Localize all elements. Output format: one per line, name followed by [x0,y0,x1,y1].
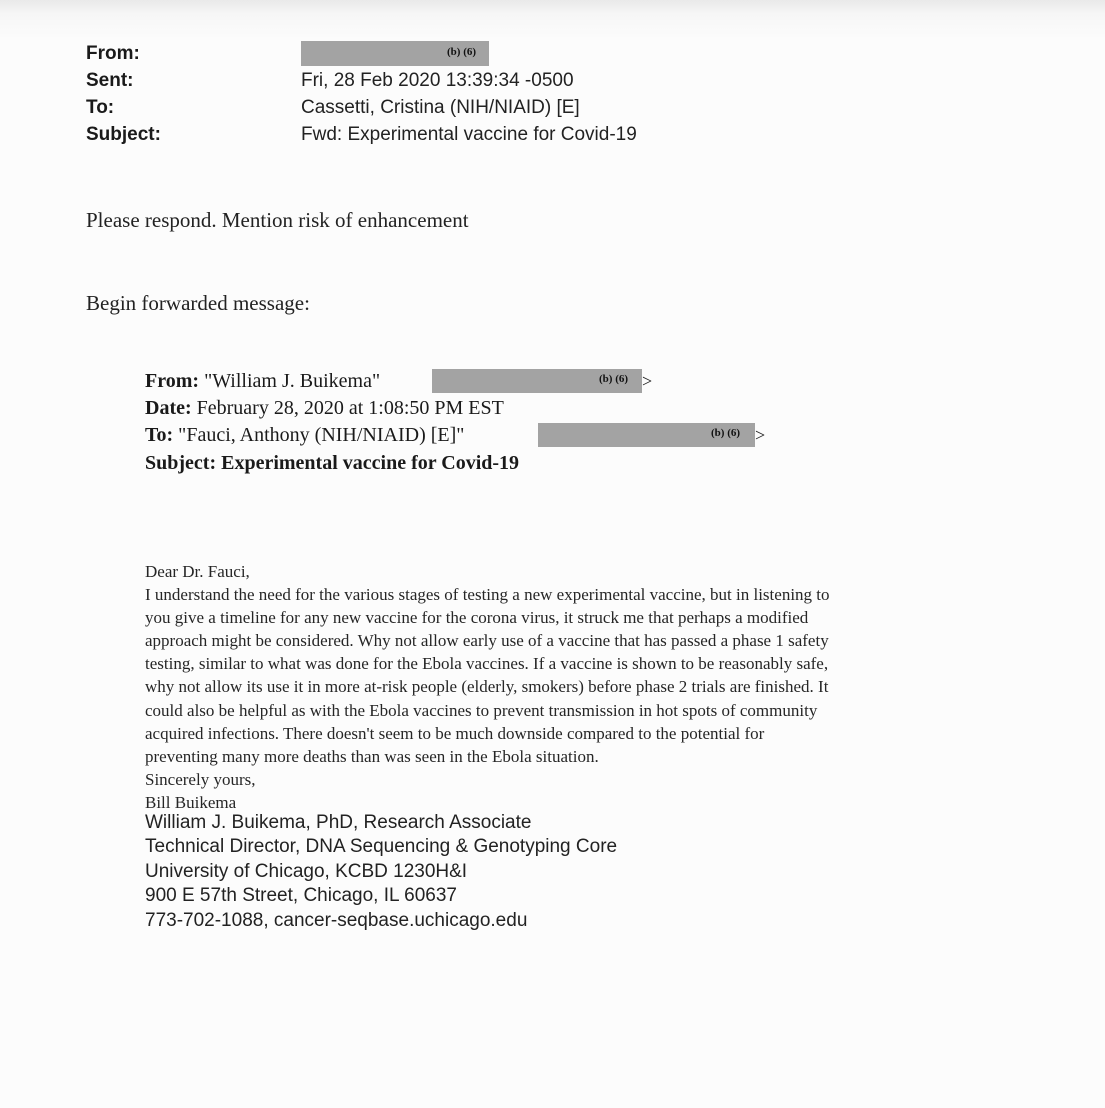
fwd-date-value: February 28, 2020 at 1:08:50 PM EST [196,397,504,419]
letter-line: I understand the need for the various stages of testing a new experimental vaccine, but in listening to [145,585,830,605]
signature-line: William J. Buikema, PhD, Research Associate [145,812,532,833]
subject-value: Fwd: Experimental vaccine for Covid-19 [301,124,637,145]
letter-line: preventing many more deaths than was seen in the Ebola situation. [145,746,599,766]
fwd-to-value: "Fauci, Anthony (NIH/NIAID) [E]" [178,424,465,446]
letter-line: Sincerely yours, [145,769,256,789]
fwd-from-label: From: [145,370,200,392]
fwd-to-angle: > [755,425,766,445]
signature-line: Technical Director, DNA Sequencing & Genotyping Core [145,836,618,858]
fwd-to-label: To: [145,424,174,446]
fwd-from-redaction-code: (b) (6) [599,373,629,385]
forward-intro: Begin forwarded message: [86,291,310,315]
signature-line: 900 E 57th Street, Chicago, IL 60637 [145,885,457,907]
fwd-date-line [145,397,504,420]
fwd-to-line [145,424,464,447]
letter-line: could also be helpful as with the Ebola vaccines to prevent transmission in hot spots of community [145,700,818,720]
fwd-from-line [145,370,380,393]
letter-line: why not allow its use it in more at-risk people (elderly, smokers) before phase 2 trials are finished. It [145,677,829,697]
from-redaction-code: (b) (6) [447,46,477,58]
fwd-subject-label: Subject: [145,452,217,474]
fwd-date-label: Date: [145,397,192,419]
signature-line: 773-702-1088, cancer-seqbase.uchicago.edu [145,909,528,931]
signature-block [145,811,617,933]
signature-line: University of Chicago, KCBD 1230H&I [145,860,468,882]
to-label: To: [86,97,115,118]
subject-label: Subject: [86,124,161,145]
reply-note: Please respond. Mention risk of enhancement [86,208,469,232]
from-label: From: [86,43,140,64]
sent-value: Fri, 28 Feb 2020 13:39:34 -0500 [301,70,574,91]
letter-line: you give a timeline for any new vaccine for the corona virus, it struck me that perhaps a modified [145,608,809,628]
fwd-to-redaction-code: (b) (6) [711,427,741,439]
fwd-subject-line [145,452,519,475]
letter-line: testing, similar to what was done for the Ebola vaccines. If a vaccine is shown to be reasonably safe, [145,654,829,674]
fwd-from-angle: > [642,371,653,391]
fwd-subject-value: Experimental vaccine for Covid-19 [221,452,520,474]
letter-line: Dear Dr. Fauci, [145,562,250,581]
letter-body [145,560,830,814]
letter-line: approach might be considered. Why not allow early use of a vaccine that has passed a phase 1 safety [145,631,829,651]
letter-line: Bill Buikema [145,792,237,812]
fwd-from-value: "William J. Buikema" [204,370,381,392]
letter-line: acquired infections. There doesn't seem to be much downside compared to the potential for [145,723,765,743]
to-value: Cassetti, Cristina (NIH/NIAID) [E] [301,97,580,118]
sent-label: Sent: [86,70,134,91]
